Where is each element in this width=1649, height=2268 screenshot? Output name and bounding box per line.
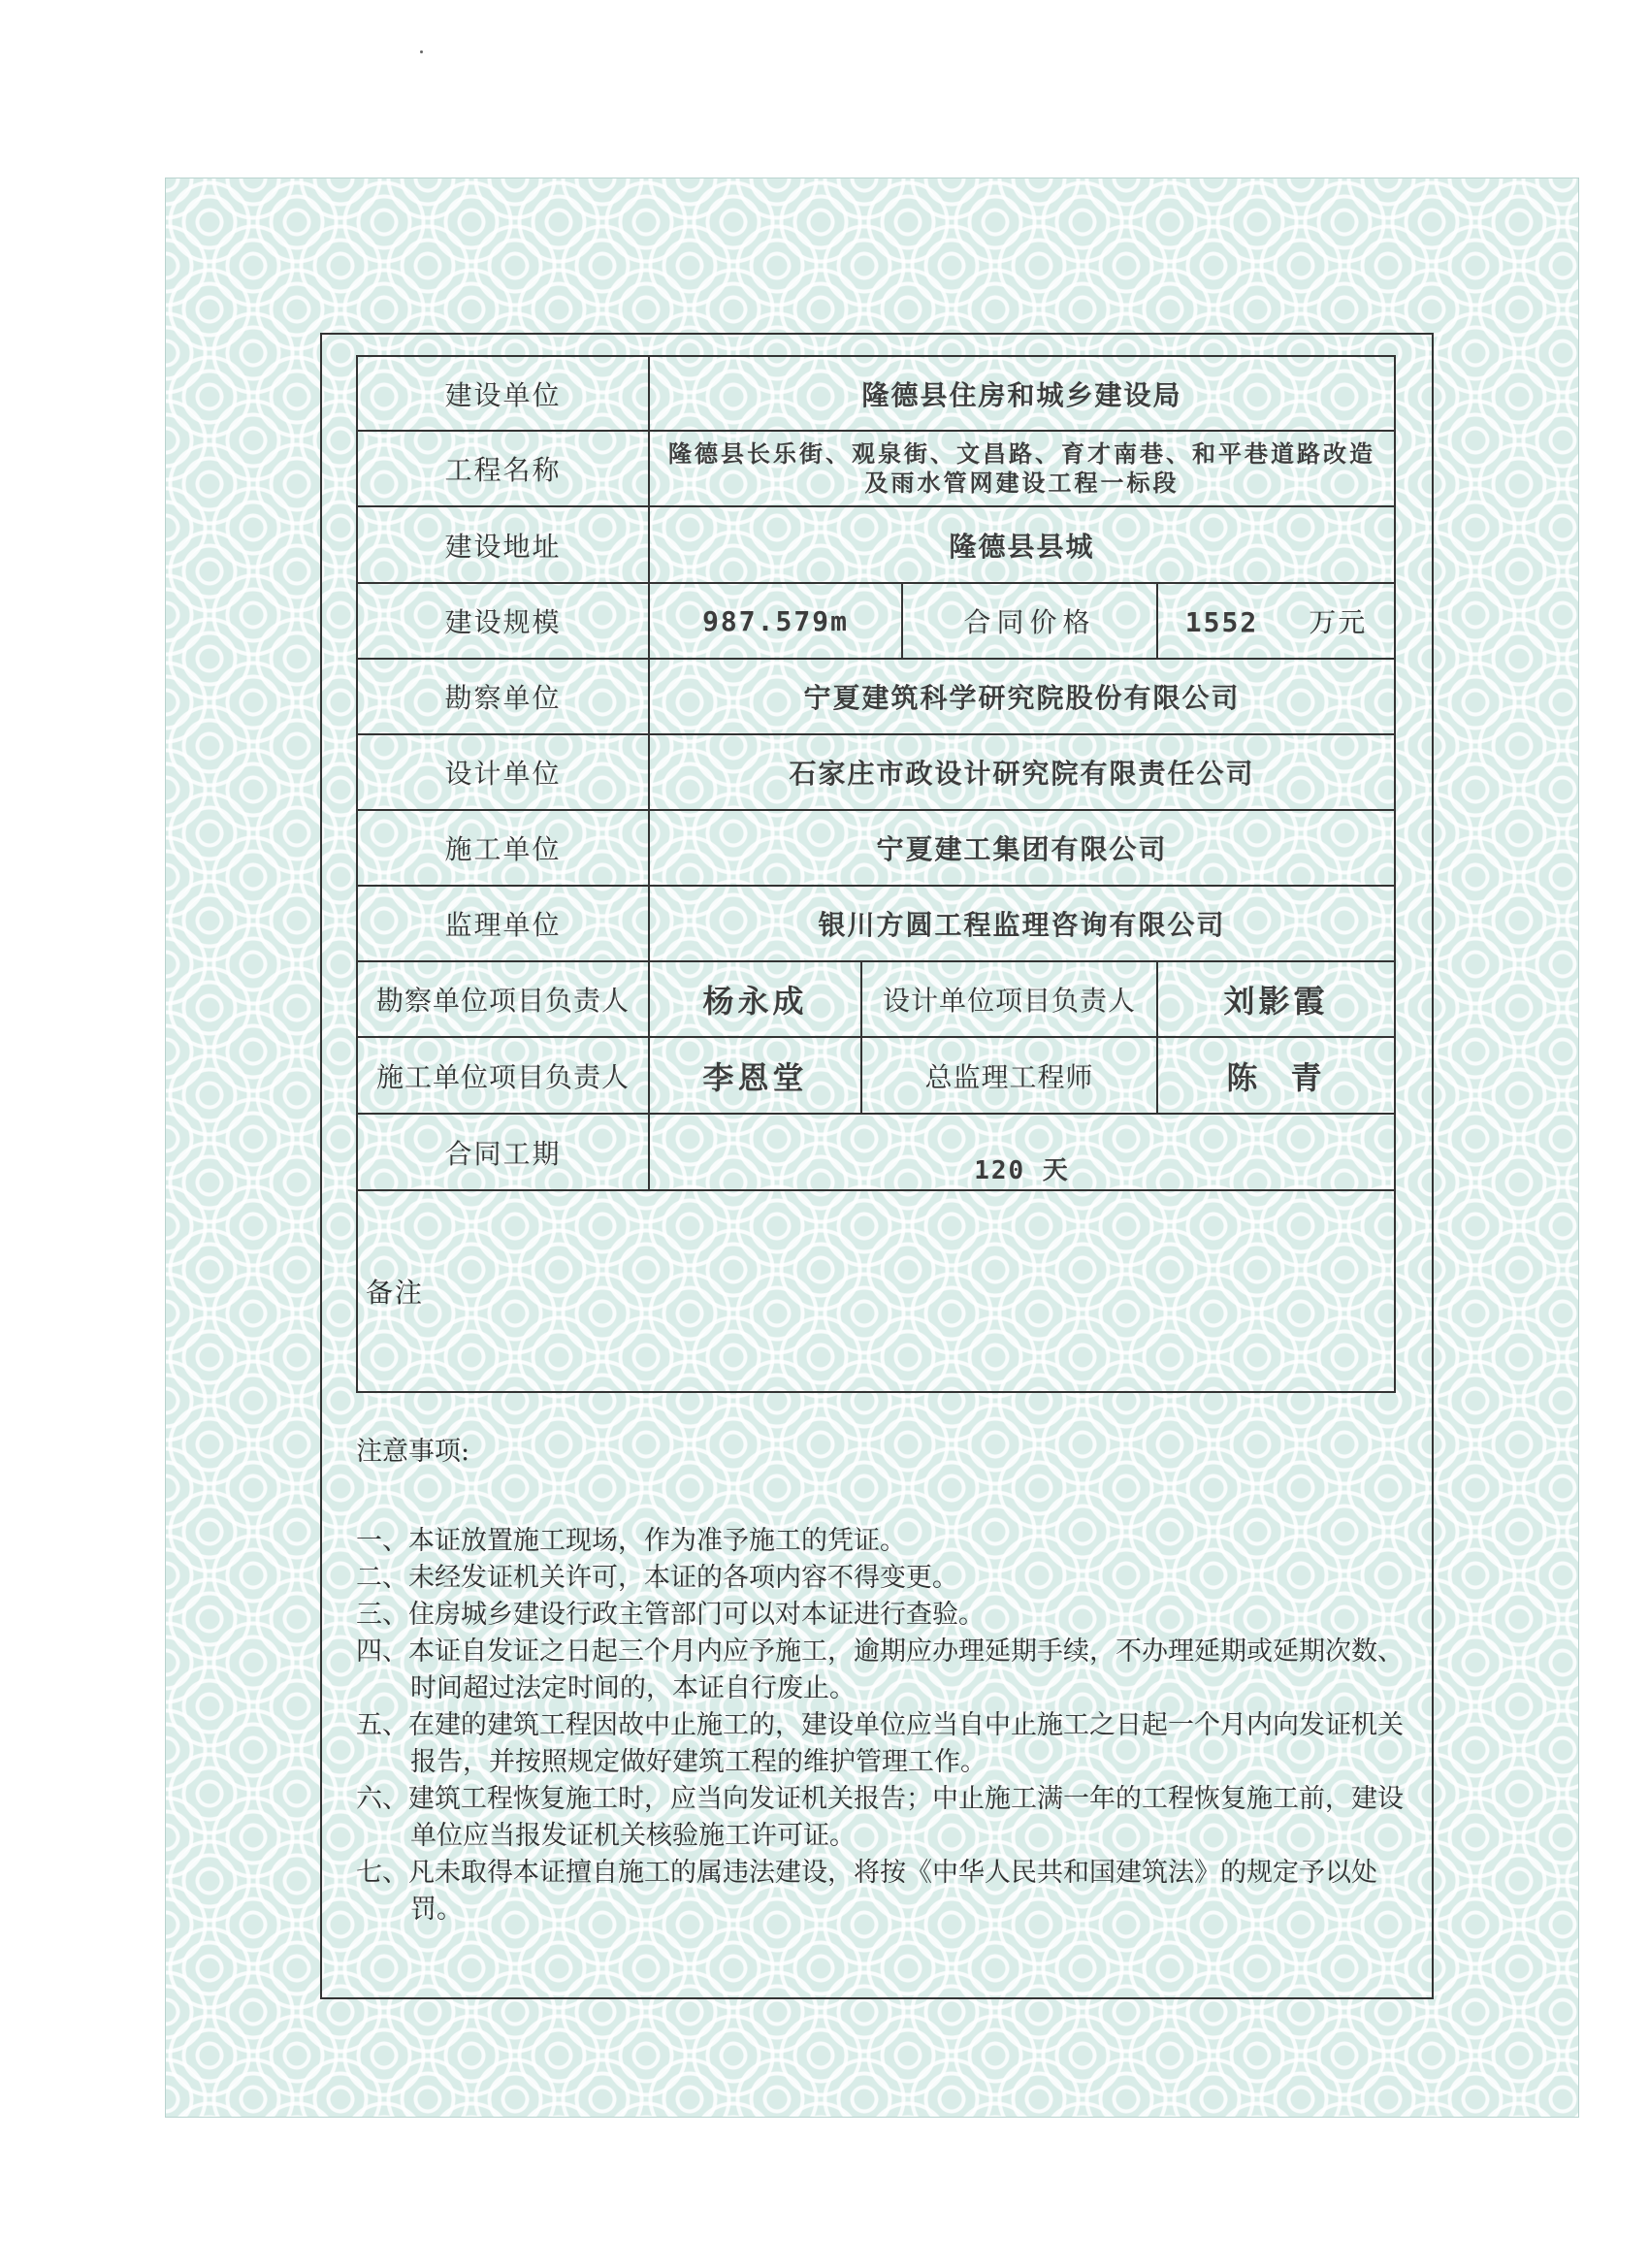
row-construction-unit	[357, 356, 1395, 431]
construction-address-label: 建设地址	[357, 506, 649, 583]
row-builder-unit	[357, 810, 1395, 886]
contract-price-unit: 万元	[1309, 606, 1368, 638]
remarks-label: 备注	[366, 1277, 425, 1309]
builder-unit-value: 宁夏建工集团有限公司	[649, 810, 1395, 886]
contract-price-value: 1552	[1184, 606, 1259, 638]
construction-unit-label: 建设单位	[357, 356, 649, 431]
row-contract-period	[357, 1114, 1395, 1190]
row-scale-price	[357, 583, 1395, 659]
construction-scale-label: 建设规模	[357, 583, 649, 659]
contract-price-cell	[1157, 583, 1395, 659]
notes-item: 六、建筑工程恢复施工时，应当向发证机关报告；中止施工满一年的工程恢复施工前，建设单位应当报发证机关核验施工许可证。	[356, 1784, 1404, 1851]
builder-unit-label: 施工单位	[357, 810, 649, 886]
supervision-unit-value: 银川方圆工程监理咨询有限公司	[649, 886, 1395, 961]
construction-scale-value: 987.579m	[649, 583, 902, 659]
row-survey-unit	[357, 659, 1395, 734]
contract-period-label: 合同工期	[357, 1114, 649, 1190]
design-manager-value: 刘影霞	[1157, 961, 1395, 1037]
design-manager-label: 设计单位项目负责人	[861, 961, 1157, 1037]
contract-period-value: 120 天	[649, 1114, 1395, 1190]
builder-manager-value: 李恩堂	[649, 1037, 861, 1114]
builder-manager-label: 施工单位项目负责人	[357, 1037, 649, 1114]
project-name-value: 隆德县长乐街、观泉街、文昌路、育才南巷、和平巷道路改造及雨水管网建设工程一标段	[649, 431, 1395, 506]
remarks-cell	[357, 1190, 1395, 1392]
survey-manager-label: 勘察单位项目负责人	[357, 961, 649, 1037]
row-construction-address	[357, 506, 1395, 583]
survey-manager-value: 杨永成	[649, 961, 861, 1037]
contract-price-label: 合同价格	[902, 583, 1157, 659]
chief-supervisor-value: 陈 青	[1157, 1037, 1395, 1114]
supervision-unit-label: 监理单位	[357, 886, 649, 961]
notes-item: 三、住房城乡建设行政主管部门可以对本证进行查验。	[356, 1600, 985, 1630]
construction-address-value: 隆德县县城	[649, 506, 1395, 583]
permit-info-table	[356, 355, 1396, 1393]
survey-unit-label: 勘察单位	[357, 659, 649, 734]
notes-item: 四、本证自发证之日起三个月内应予施工，逾期应办理延期手续，不办理延期或延期次数、时间超过法定时间的，本证自行废止。	[356, 1636, 1404, 1703]
notes-item: 一、本证放置施工现场，作为准予施工的凭证。	[356, 1526, 906, 1556]
row-remarks	[357, 1190, 1395, 1392]
scan-speck	[420, 50, 423, 53]
construction-unit-value: 隆德县住房和城乡建设局	[649, 356, 1395, 431]
notes-item: 七、凡未取得本证擅自施工的属违法建设，将按《中华人民共和国建筑法》的规定予以处罚。	[356, 1858, 1377, 1925]
design-unit-value: 石家庄市政设计研究院有限责任公司	[649, 734, 1395, 810]
design-unit-label: 设计单位	[357, 734, 649, 810]
chief-supervisor-label: 总监理工程师	[861, 1037, 1157, 1114]
row-supervision-unit	[357, 886, 1395, 961]
survey-unit-value: 宁夏建筑科学研究院股份有限公司	[649, 659, 1395, 734]
project-name-label: 工程名称	[357, 431, 649, 506]
notes-section	[356, 1434, 1404, 1928]
row-project-name	[357, 431, 1395, 506]
row-builder-chief-supervisor	[357, 1037, 1395, 1114]
notes-heading: 注意事项:	[356, 1437, 470, 1467]
notes-item: 二、未经发证机关许可，本证的各项内容不得变更。	[356, 1563, 958, 1593]
row-survey-design-managers	[357, 961, 1395, 1037]
row-design-unit	[357, 734, 1395, 810]
notes-item: 五、在建的建筑工程因故中止施工的，建设单位应当自中止施工之日起一个月内向发证机关报告，并按照规定做好建筑工程的维护管理工作。	[356, 1710, 1404, 1777]
